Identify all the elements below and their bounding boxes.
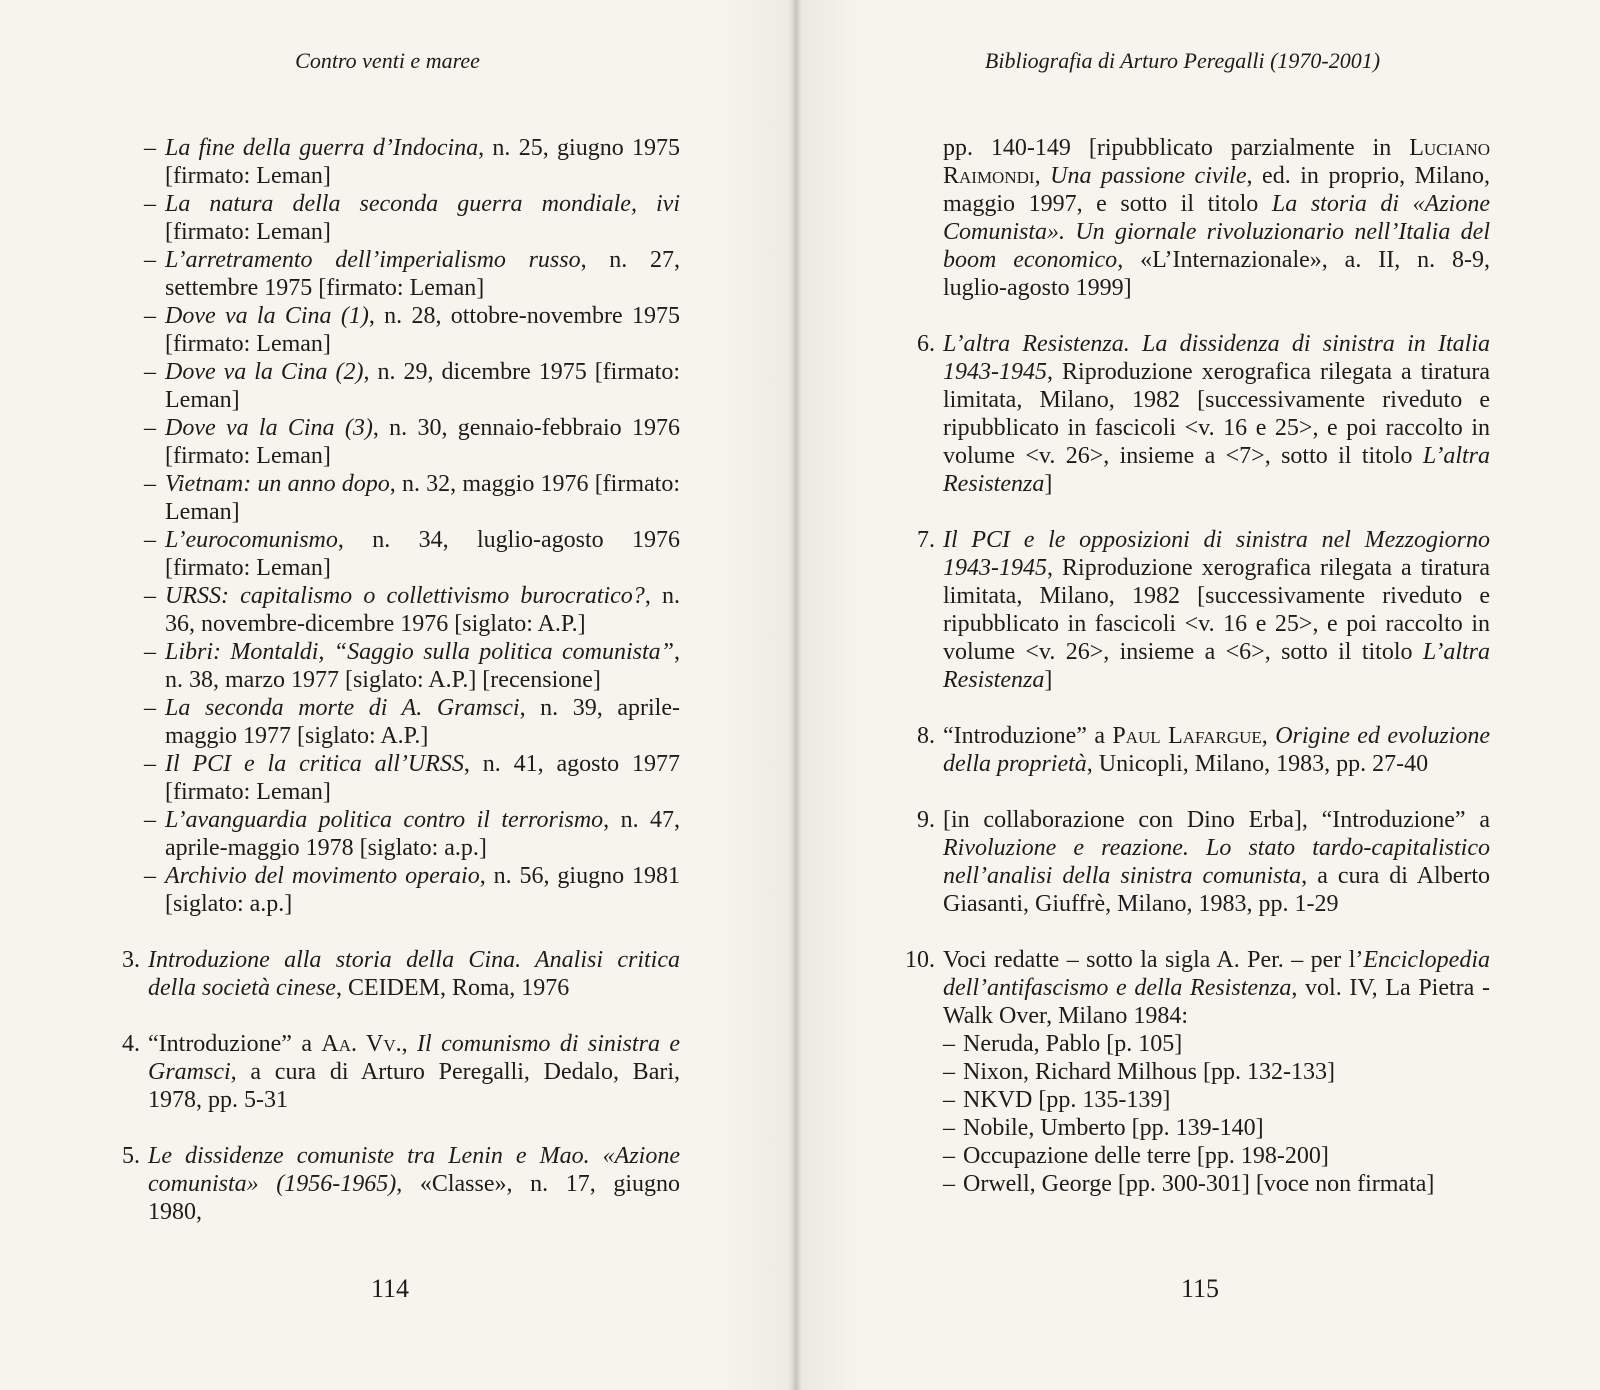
item-details: , n. 32, maggio 1976 [firmato: Leman] <box>165 471 680 525</box>
dash-marker: – <box>144 359 156 385</box>
item-details: , n. 36, novembre-dicembre 1976 [siglato: A.P.] <box>165 583 681 637</box>
list-item <box>110 750 680 806</box>
list-item <box>943 1058 1490 1086</box>
dash-marker: – <box>144 807 156 833</box>
page-number-left: 114 <box>370 1274 410 1303</box>
item-title: La natura della seconda guerra mondiale, ivi <box>165 191 680 217</box>
bibliography-entry-8: 8. “Introduzione” a Paul Lafargue, Origine ed evoluzione della proprietà, Unicopli, Milano, 1983, pp. 27-40 <box>905 722 1490 778</box>
item-title: URSS: capitalismo o collettivismo burocratico? <box>165 583 645 609</box>
entry-number: 6. <box>917 331 935 357</box>
voce-text: Nixon, Richard Milhous [pp. 132-133] <box>963 1059 1335 1085</box>
list-item <box>110 694 680 750</box>
dash-marker: – <box>144 471 156 497</box>
right-page <box>795 0 1600 1390</box>
book-gutter <box>788 0 802 1390</box>
dash-marker: – <box>943 1171 955 1197</box>
list-item <box>110 190 680 246</box>
item-details: , n. 47, aprile-maggio 1978 [siglato: a.p.] <box>165 807 681 861</box>
item-details: , n. 39, aprile-maggio 1977 [siglato: A.P.] <box>165 695 680 749</box>
list-item <box>110 414 680 470</box>
entry-title: Introduzione alla storia della Cina. Analisi critica della società cinese <box>148 947 680 1001</box>
item-details: , n. 41, agosto 1977 [firmato: Leman] <box>165 751 680 805</box>
bibliography-entry-6: 6. L’altra Resistenza. La dissidenza di sinistra in Italia 1943-1945, Riproduzione xerografica rilegata a tiratura limitata, Milano, 1982 [successivamente riveduto e ripubblicato in fascicoli <v. 16 e 25>, e poi raccolto in volume <v. 26>, insieme a <7>, sotto il titolo L’altra Resistenza] <box>905 330 1490 498</box>
author: Aa. Vv. <box>321 1031 402 1057</box>
entry-number: 5. <box>122 1143 140 1169</box>
dash-marker: – <box>943 1059 955 1085</box>
item-title: L’avanguardia politica contro il terrorismo <box>165 807 604 833</box>
list-item <box>110 862 680 918</box>
dash-marker: – <box>144 695 156 721</box>
bibliography-entry-9: 9. [in collaborazione con Dino Erba], “Introduzione” a Rivoluzione e reazione. Lo stato tardo-capitalistico nell’analisi della sinistra comunista, a cura di Alberto Giasanti, Giuffrè, Milano, 1983, pp. 1-29 <box>905 806 1490 918</box>
item-title: Dove va la Cina (1) <box>165 303 369 329</box>
dash-marker: – <box>144 247 156 273</box>
bibliography-entry-3: 3. Introduzione alla storia della Cina. Analisi critica della società cinese, CEIDEM, Roma, 1976 <box>110 946 680 1002</box>
list-item <box>110 582 680 638</box>
entry-title: Origine ed evoluzione della proprietà <box>943 723 1490 777</box>
dash-marker: – <box>144 415 156 441</box>
dash-marker: – <box>144 583 156 609</box>
dash-marker: – <box>144 527 156 553</box>
left-page-text <box>110 134 680 1226</box>
list-item <box>110 134 680 190</box>
dash-marker: – <box>144 303 156 329</box>
running-head-left: Contro venti e maree <box>295 48 480 73</box>
bibliography-entry-10: 10. Voci redatte – sotto la sigla A. Per. – per l’Enciclopedia dell’antifascismo e della Resistenza, vol. IV, La Pietra - Walk Over, Milano 1984: – Neruda, Pablo [p. 105] – Nixon, Richard Milhous [pp. 132-133] – NKVD [pp. 135-139] – Nobile, Umberto [pp. 139-140] – Occupazione delle terre [pp. 198-200] – Orwell, George [pp. 300-301] [voce non firmata] <box>905 947 1490 1197</box>
entry-number: 9. <box>917 807 935 833</box>
page-number-right: 115 <box>1180 1274 1220 1303</box>
author: Paul Lafargue <box>1112 723 1262 749</box>
left-page <box>0 0 795 1390</box>
item-title: Il PCI e la critica all’URSS <box>165 751 464 777</box>
item-title: La seconda morte di A. Gramsci <box>165 695 520 721</box>
item-details: [firmato: Leman] <box>165 219 331 245</box>
list-item <box>110 638 680 694</box>
bibliography-entry-5: 5. Le dissidenze comuniste tra Lenin e Mao. «Azione comunista» (1956-1965), «Classe», n. 17, giugno 1980, <box>110 1142 680 1226</box>
item-details: , n. 27, settembre 1975 [firmato: Leman] <box>165 247 680 301</box>
entry-number: 4. <box>122 1031 140 1057</box>
entry-title: Il comunismo di sinistra e Gramsci, <box>148 1031 680 1085</box>
publisher: CEIDEM <box>347 975 440 1001</box>
item-title: Dove va la Cina (2) <box>165 359 364 385</box>
item-title: Libri: Montaldi, “Saggio sulla politica comunista” <box>165 639 674 665</box>
entry-title: L’altra Resistenza. La dissidenza di sinistra in Italia 1943-1945 <box>943 331 1490 385</box>
entry-title: Rivoluzione e reazione. Lo stato tardo-capitalistico nell’analisi della sinistra comunista <box>943 835 1490 889</box>
item-details: , n. 30, gennaio-febbraio 1976 [firmato: Leman] <box>165 415 680 469</box>
list-item <box>943 1030 1490 1058</box>
item-title: L’arretramento dell’imperialismo russo <box>165 247 581 273</box>
bibliography-entry-7: 7. Il PCI e le opposizioni di sinistra nel Mezzogiorno 1943-1945, Riproduzione xerografica rilegata a tiratura limitata, Milano, 1982 [successivamente riveduto e ripubblicato in fascicoli <v. 16 e 25>, e poi raccolto in volume <v. 26>, insieme a <6>, sotto il titolo L’altra Resistenza] <box>905 526 1490 694</box>
author: Luciano Raimondi <box>943 135 1490 189</box>
item-title: La fine della guerra d’Indocina <box>165 135 479 161</box>
list-item <box>110 470 680 526</box>
item-details: , n. 25, giugno 1975 [firmato: Leman] <box>165 135 680 189</box>
item-details: , n. 34, luglio-agosto 1976 [firmato: Leman] <box>165 527 680 581</box>
list-item <box>110 806 680 862</box>
entry-10-voci-list <box>943 1030 1490 1198</box>
dash-marker: – <box>144 135 156 161</box>
item-details: , n. 38, marzo 1977 [siglato: A.P.] [recensione] <box>165 639 680 693</box>
dash-marker: – <box>144 863 156 889</box>
item-title: Archivio del movimento operaio <box>165 863 480 889</box>
item-title: Vietnam: un anno dopo <box>165 471 390 497</box>
entry-5-continuation: pp. 140-149 [ripubblicato parzialmente in Luciano Raimondi, Una passione civile, ed. in proprio, Milano, maggio 1997, e sotto il titolo La storia di «Azione Comunista». Un giornale rivoluzionario nell’Italia del boom economico, «L’Internazionale», a. II, n. 8-9, luglio-agosto 1999] <box>943 135 1490 301</box>
list-item <box>943 1086 1490 1114</box>
item-title: L’eurocomunismo <box>165 527 338 553</box>
list-item <box>943 1114 1490 1142</box>
list-item <box>110 246 680 302</box>
dash-marker: – <box>943 1115 955 1141</box>
voce-text: Occupazione delle terre [pp. 198-200] <box>963 1143 1329 1169</box>
item-details: , n. 28, ottobre-novembre 1975 [firmato: Leman] <box>165 303 680 357</box>
dash-marker: – <box>144 191 156 217</box>
list-item <box>943 1170 1490 1198</box>
voce-text: NKVD [pp. 135-139] <box>963 1087 1171 1113</box>
dash-marker: – <box>943 1087 955 1113</box>
voce-text: Neruda, Pablo [p. 105] <box>963 1031 1183 1057</box>
list-item <box>110 526 680 582</box>
dash-marker: – <box>144 751 156 777</box>
right-page-text <box>905 134 1490 1198</box>
item-title: Dove va la Cina (3) <box>165 415 373 441</box>
dash-marker: – <box>943 1143 955 1169</box>
dash-marker: – <box>943 1031 955 1057</box>
list-item <box>110 302 680 358</box>
entry-number: 10. <box>905 947 935 973</box>
entry-title: Enciclopedia dell’antifascismo e della Resistenza <box>943 947 1490 1001</box>
item-details: , n. 56, giugno 1981 [siglato: a.p.] <box>165 863 680 917</box>
voce-text: Orwell, George [pp. 300-301] [voce non firmata] <box>963 1171 1435 1197</box>
entry-number: 8. <box>917 723 935 749</box>
entry-number: 7. <box>917 527 935 553</box>
running-head-right: Bibliografia di Arturo Peregalli (1970-2001) <box>984 48 1381 73</box>
list-item <box>110 358 680 414</box>
bibliography-entry-4: 4. “Introduzione” a Aa. Vv., Il comunismo di sinistra e Gramsci, a cura di Arturo Peregalli, Dedalo, Bari, 1978, pp. 5-31 <box>110 1030 680 1114</box>
voce-text: Nobile, Umberto [pp. 139-140] <box>963 1115 1264 1141</box>
entry-title: Le dissidenze comuniste tra Lenin e Mao. «Azione comunista» (1956-1965) <box>148 1143 680 1197</box>
entry-number: 3. <box>122 947 140 973</box>
list-item <box>943 1142 1490 1170</box>
entry-2-sub-list <box>110 134 680 918</box>
item-details: , n. 29, dicembre 1975 [firmato: Leman] <box>165 359 680 413</box>
dash-marker: – <box>144 639 156 665</box>
